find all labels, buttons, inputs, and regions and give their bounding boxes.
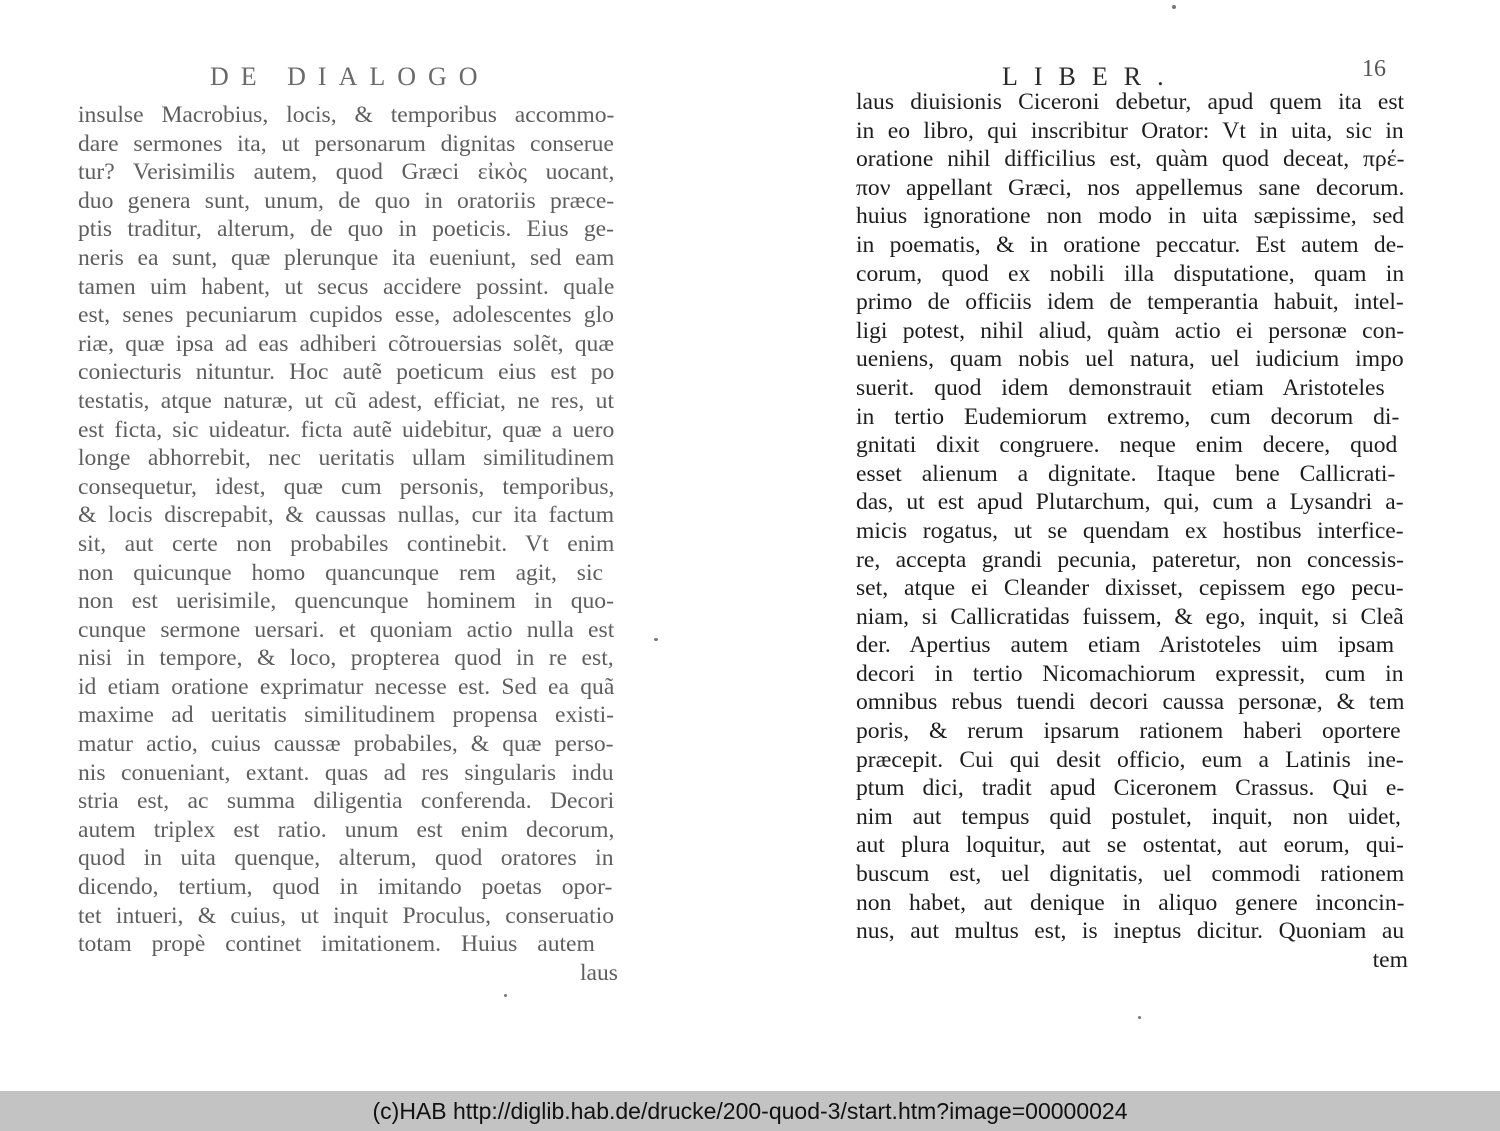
text-line: suerit. quod idem demonstrauit etiam Aristoteles — [856, 374, 1385, 401]
text-line: cunque sermone uersari. et quoniam actio nulla est — [78, 616, 615, 643]
text-line: ptum dici, tradit apud Ciceronem Crassus. Qui e- — [856, 775, 1405, 802]
text-line: tur? Verisimilis autem, quod Græci εἰκὸς uocant, — [78, 159, 615, 186]
left-page — [0, 0, 740, 1090]
text-line: id etiam oratione exprimatur necesse est. Sed ea quã — [78, 673, 615, 700]
text-line: autem triplex est ratio. unum est enim decorum, — [78, 816, 615, 843]
text-line: nisi in tempore, & loco, propterea quod in re est, — [78, 645, 614, 672]
text-line: stria est, ac summa diligentia conferenda. Decori — [78, 788, 615, 815]
text-line: dicendo, tertium, quod in imitando poetas opor- — [78, 874, 613, 901]
text-line: niam, si Callicratidas fuissem, & ego, inquit, si Cleã — [856, 603, 1404, 630]
text-line: nim aut tempus quid postulet, inquit, non uidet, — [856, 803, 1401, 830]
text-line: set, atque ei Cleander dixisset, cepissem ego pecu- — [856, 575, 1404, 602]
text-line: riæ, quæ ipsa ad eas adhiberi cõtrouersias solẽt, quæ — [78, 330, 615, 357]
left-body-text — [78, 101, 618, 987]
folio-number: 16 — [1362, 56, 1386, 82]
text-line: in eo libro, qui inscribitur Orator: Vt in uita, sic in — [856, 117, 1404, 144]
text-line: insulse Macrobius, locis, & temporibus accommo- — [78, 102, 615, 128]
footer-bar — [0, 1091, 1500, 1131]
text-line: micis rogatus, ut se quendam ex hostibus interfice- — [856, 517, 1404, 544]
text-line: laus diuisionis Ciceroni debetur, apud quem ita est — [856, 89, 1405, 115]
text-line: non habet, aut denique in aliquo genere inconcin- — [856, 889, 1405, 916]
text-line: buscum est, uel dignitatis, uel commodi rationem — [856, 861, 1405, 888]
text-line: re, accepta grandi pecunia, pateretur, non concessis- — [856, 546, 1405, 573]
text-line: in poematis, & in oratione peccatur. Est autem de- — [856, 231, 1405, 258]
paper-speck — [654, 638, 658, 641]
text-line: der. Apertius autem etiam Aristoteles uim ipsam — [856, 632, 1395, 659]
text-line: corum, quod ex nobili illa disputatione, quam in — [856, 260, 1405, 287]
text-line: primo de officiis idem de temperantia habuit, intel- — [856, 289, 1404, 316]
right-body-text — [856, 88, 1408, 974]
text-line: ligi potest, nihil aliud, quàm actio ei personæ con- — [856, 317, 1405, 344]
text-line: gnitati dixit congruere. neque enim decere, quod — [856, 432, 1398, 459]
text-line: esset alienum a dignitate. Itaque bene Callicrati- — [856, 460, 1396, 487]
text-line: testatis, atque naturæ, ut cũ adest, efficiat, ne res, ut — [78, 387, 615, 414]
text-line: decori in tertio Nicomachiorum expressit, cum in — [856, 660, 1404, 687]
paper-speck — [1138, 1016, 1141, 1019]
text-line: & locis discrepabit, & caussas nullas, cur ita factum — [78, 502, 615, 529]
footer-copyright-text: (c)HAB http://diglib.hab.de/drucke/200-quod-3/start.htm?image=00000024 — [372, 1097, 1128, 1124]
text-line: aut plura loquitur, aut se ostentat, aut eorum, qui- — [856, 832, 1404, 859]
text-line: non quicunque homo quancunque rem agit, sic — [78, 559, 603, 586]
text-line: sit, aut certe non probabiles continebit. Vt enim — [78, 530, 615, 557]
text-line: maxime ad ueritatis similitudinem propensa existi- — [78, 702, 614, 729]
text-line: oratione nihil difficilius est, quàm quod deceat, πρέ- — [856, 146, 1405, 173]
text-line: est, senes pecuniarum cupidos esse, adolescentes glo — [78, 302, 614, 329]
catchword: laus — [579, 959, 618, 986]
text-line: præcepit. Cui qui desit officio, eum a Latinis ine- — [856, 746, 1404, 773]
text-line: quod in uita quenque, alterum, quod oratores in — [78, 845, 614, 872]
text-line: consequetur, idest, quæ cum personis, temporibus, — [78, 473, 615, 500]
paper-speck — [1172, 5, 1176, 9]
text-line: omnibus rebus tuendi decori caussa personæ, & tem — [856, 689, 1405, 716]
text-line: duo genera sunt, unum, de quo in oratoriis præce- — [78, 187, 615, 214]
text-line: in tertio Eudemiorum extremo, cum decorum di- — [856, 403, 1400, 430]
text-line: dare sermones ita, ut personarum dignitas conserue — [78, 130, 614, 157]
right-running-head: LIBER. — [1002, 62, 1180, 91]
text-line: neris ea sunt, quæ plerunque ita eueniunt, sed eam — [78, 244, 615, 271]
catchword: tem — [1372, 946, 1408, 973]
text-line: ueniens, quam nobis uel natura, uel iudicium impo — [856, 346, 1404, 373]
text-line: non est uerisimile, quencunque hominem in quo- — [78, 588, 614, 615]
text-line: tamen uim habent, ut secus accidere possint. quale — [78, 273, 615, 300]
text-line: πον appellant Græci, nos appellemus sane decorum. — [856, 174, 1405, 201]
text-line: poris, & rerum ipsarum rationem haberi oportere — [856, 718, 1401, 745]
text-line: ptis traditur, alterum, de quo in poeticis. Eius ge- — [78, 216, 614, 243]
text-line: nus, aut multus est, is ineptus dicitur. Quoniam au — [856, 918, 1405, 945]
text-line: das, ut est apud Plutarchum, qui, cum a Lysandri a- — [856, 489, 1404, 516]
text-line: totam propè continet imitationem. Huius autem — [78, 931, 595, 958]
text-line: matur actio, cuius caussæ probabiles, & quæ perso- — [78, 731, 614, 758]
left-running-head: DE DIALOGO — [210, 62, 490, 91]
text-line: est ficta, sic uideatur. ficta autẽ uidebitur, quæ a uero — [78, 416, 615, 443]
text-line: coniecturis nituntur. Hoc autẽ poeticum eius est po — [78, 359, 615, 386]
right-page — [740, 0, 1500, 1090]
text-line: longe abhorrebit, nec ueritatis ullam similitudinem — [78, 445, 615, 472]
paper-speck — [504, 994, 507, 997]
text-line: huius ignoratione non modo in uita sæpissime, sed — [856, 203, 1405, 230]
text-line: nis conueniant, extant. quas ad res singularis indu — [78, 759, 614, 786]
text-line: tet intueri, & cuius, ut inquit Proculus, conseruatio — [78, 902, 615, 929]
